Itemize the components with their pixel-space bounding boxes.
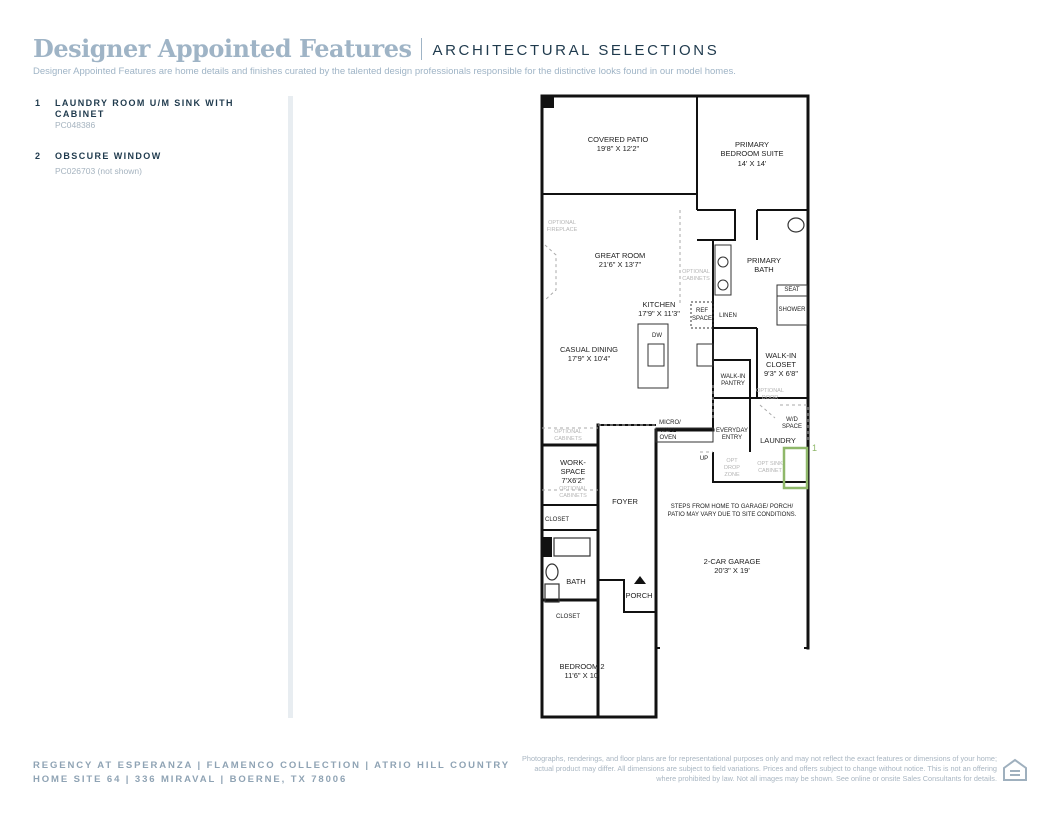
room-dimension: 17'9" X 11'3" (638, 309, 680, 318)
stair-label: UP (699, 456, 709, 462)
community-line: REGENCY AT ESPERANZA | FLAMENCO COLLECTION | ATRIO HILL COUNTRY (33, 760, 511, 771)
page-subtitle: ARCHITECTURAL SELECTIONS (432, 42, 720, 59)
optional-fireplace (545, 245, 556, 300)
feature-label: OBSCURE WINDOW (55, 151, 162, 161)
title-divider (421, 38, 422, 60)
room-label: WALK-IN (720, 374, 746, 380)
equal-housing-opportunity-icon (1002, 757, 1028, 783)
room-label: PANTRY (721, 381, 745, 387)
room-label: COVERED PATIO (587, 135, 649, 144)
fixture-label: LINEN (719, 313, 737, 319)
room-label: ENTRY (721, 435, 743, 441)
feature-code: PC026703 (not shown) (55, 166, 142, 176)
optional-label: OPTIONAL (682, 269, 710, 275)
room-label: BATH (754, 265, 774, 274)
fixture-label: SHOWER (778, 307, 806, 313)
callout-number: 1 (812, 443, 818, 453)
room-label: WALK-IN (765, 351, 797, 360)
ref-space (691, 302, 713, 328)
room-dimension: 19'8" X 12'2" (596, 144, 640, 153)
room-dimension: 14' X 14' (737, 159, 767, 168)
room-label: CLOSET (765, 360, 797, 369)
room-label: CLOSET (544, 517, 570, 523)
optional-label: OPT (726, 458, 738, 464)
room-dimension: 17'9" X 10'4" (567, 354, 611, 363)
room-dimension: 21'6" X 13'7" (598, 260, 642, 269)
room-label: SPACE (560, 467, 586, 476)
feature-label: LAUNDRY ROOM U/M SINK WITH CABINET (55, 98, 234, 119)
optional-label: OPTIONAL (554, 429, 582, 435)
room-label: KITCHEN (642, 300, 676, 309)
room-label: PRIMARY (746, 256, 782, 265)
fixture-label: SEAT (784, 287, 800, 293)
optional-label: DROP (724, 465, 740, 471)
community-info (33, 759, 510, 787)
page-title: Designer Appointed Features (33, 34, 412, 63)
room-label: PRIMARY (734, 140, 770, 149)
toilet-icon (546, 564, 558, 580)
optional-label: ZONE (724, 472, 740, 478)
bathtub-icon (554, 538, 590, 556)
note-text: PATIO MAY VARY DUE TO SITE CONDITIONS. (667, 512, 797, 518)
vanity-icon (715, 245, 731, 295)
room-label: CLOSET (555, 614, 581, 620)
page-header (33, 34, 719, 63)
disclaimer: Photographs, renderings, and floor plans are for representational purposes only and may not reflect the exact features or dimensions of your home; actual product may differ. All dimensions are subject to field variations. Prices and offers subject to change without notice. This is not an offering where prohibited by law. Not all images may be shown. See online or onsite Sales Consultants for details. (522, 754, 997, 783)
cooktop-icon (697, 344, 713, 366)
column-divider (288, 96, 293, 718)
fixture-label: WALL (659, 428, 677, 434)
kitchen-sink-icon (648, 344, 664, 366)
room-label: BEDROOM 2 (559, 662, 605, 671)
optional-label: CABINETS (559, 493, 587, 499)
toilet-icon (788, 218, 804, 232)
address-line: HOME SITE 64 | 336 MIRAVAL | BOERNE, TX 78006 (33, 774, 348, 785)
fixture-label: DW (652, 333, 662, 339)
floor-plan (525, 90, 825, 722)
entry-arrow-icon (634, 576, 646, 584)
optional-label: FIREPLACE (546, 227, 578, 233)
room-dimension: 20'3" X 19' (714, 566, 750, 575)
feature-code: PC048386 (55, 120, 96, 130)
room-label: GREAT ROOM (594, 251, 646, 260)
optional-label: OPTIONAL (559, 486, 587, 492)
feature-number: 1 (35, 98, 41, 108)
feature-number: 2 (35, 151, 41, 161)
room-dimension: 11'6" X 10' (564, 671, 600, 680)
optional-label: CABINET (758, 468, 782, 474)
room-dimension: 9'3" X 6'8" (763, 369, 799, 378)
room-label: EVERYDAY (715, 428, 749, 434)
note-text: STEPS FROM HOME TO GARAGE/ PORCH/ (670, 504, 794, 510)
optional-label: CABINETS (682, 276, 710, 282)
fixture-label: W/D (786, 417, 798, 423)
room-label: PORCH (625, 591, 653, 600)
room-label: BEDROOM SUITE (720, 149, 784, 158)
fixture-label: OVEN (659, 435, 677, 441)
room-label: WORK- (560, 458, 586, 467)
optional-label: DOOR (761, 395, 779, 401)
fixture-label: SPACE (782, 424, 802, 430)
fixture-label: REF (696, 308, 708, 314)
room-label: LAUNDRY (760, 436, 796, 445)
optional-label: CABINETS (554, 436, 582, 442)
post-icon (542, 96, 554, 108)
fixture-label: MICRO/ (659, 420, 681, 426)
intro-text: Designer Appointed Features are home details and finishes curated by the talented design professionals responsible for the distinctive looks found in our model homes. (33, 66, 736, 77)
fixture-label: SPACE (692, 316, 712, 322)
room-label: BATH (566, 577, 586, 586)
optional-label: OPTIONAL (756, 388, 784, 394)
room-label: FOYER (612, 497, 638, 506)
room-label: CASUAL DINING (559, 345, 619, 354)
optional-label: OPT SINK (757, 461, 783, 467)
room-label: 2-CAR GARAGE (703, 557, 761, 566)
optional-label: OPTIONAL (548, 220, 576, 226)
room-dimension: 7'X6'2" (561, 476, 585, 485)
